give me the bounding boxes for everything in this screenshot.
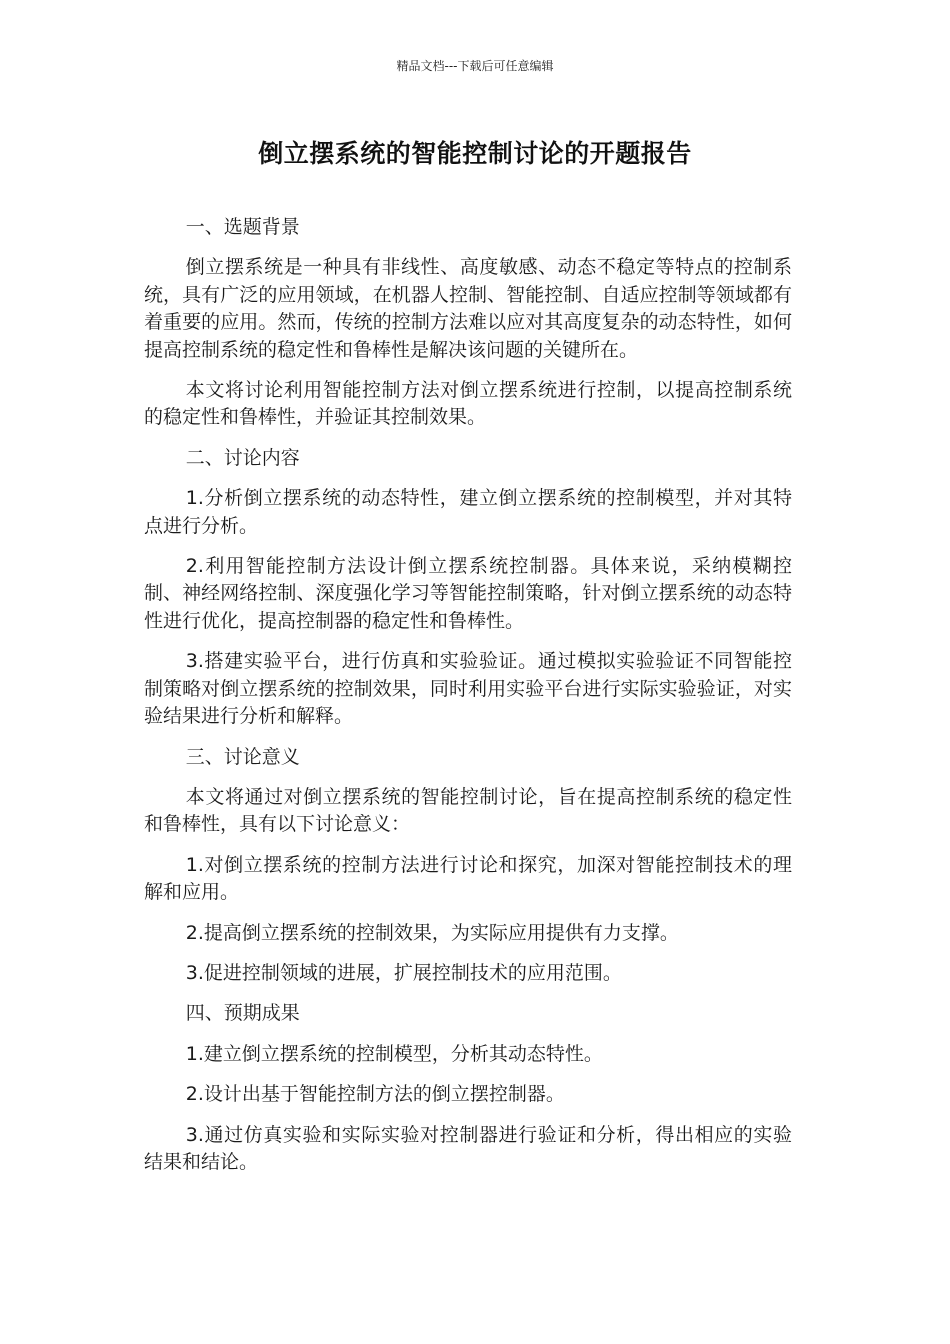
section-heading-outcomes: 四、预期成果 xyxy=(185,1002,300,1025)
content-item-2: 2.利用智能控制方法设计倒立摆系统控制器。具体来说，采纳模糊控制、神经网络控制、深度强化学习等智能控制策略，针对倒立摆系统的动态特性进行优化，提高控制器的稳定性和鲁棒性。 xyxy=(144,555,792,632)
paragraph-purpose: 本文将讨论利用智能控制方法对倒立摆系统进行控制，以提高控制系统的稳定性和鲁棒性，并验证其控制效果。 xyxy=(144,379,792,429)
section-heading-content: 二、讨论内容 xyxy=(185,446,300,469)
significance-item-1: 1.对倒立摆系统的控制方法进行讨论和探究，加深对智能控制技术的理解和应用。 xyxy=(144,853,792,904)
outcome-item-1: 1.建立倒立摆系统的控制模型，分析其动态特性。 xyxy=(185,1042,603,1065)
significance-item-3: 3.促进控制领域的进展，扩展控制技术的应用范围。 xyxy=(185,961,622,984)
section-heading-significance: 三、讨论意义 xyxy=(185,745,300,768)
content-item-1: 1.分析倒立摆系统的动态特性，建立倒立摆系统的控制模型，并对其特点进行分析。 xyxy=(144,487,792,537)
content-item-3: 3.搭建实验平台，进行仿真和实验验证。通过模拟实验验证不同智能控制策略对倒立摆系统的控制效果，同时利用实验平台进行实际实验验证，对实验结果进行分析和解释。 xyxy=(144,650,792,728)
paragraph-background: 倒立摆系统是一种具有非线性、高度敏感、动态不稳定等特点的控制系统，具有广泛的应用领域，在机器人控制、智能控制、自适应控制等领域都有着重要的应用。然而，传统的控制方法难以应对其高度复杂的动态特性，如何提高控制系统的稳定性和鲁棒性是解决该问题的关键所在。 xyxy=(144,256,792,361)
paragraph-significance: 本文将通过对倒立摆系统的智能控制讨论，旨在提高控制系统的稳定性和鲁棒性，具有以下讨论意义： xyxy=(144,785,792,836)
document-body xyxy=(144,214,792,1189)
document-title: 倒立摆系统的智能控制讨论的开题报告 xyxy=(258,139,692,168)
section-heading-background: 一、选题背景 xyxy=(185,216,300,238)
page-header: 精品文档---下载后可任意编辑 xyxy=(396,59,554,73)
significance-item-2: 2.提高倒立摆系统的控制效果，为实际应用提供有力支撑。 xyxy=(185,921,679,944)
outcome-item-3: 3.通过仿真实验和实际实验对控制器进行验证和分析，得出相应的实验结果和结论。 xyxy=(144,1123,792,1173)
outcome-item-2: 2.设计出基于智能控制方法的倒立摆控制器。 xyxy=(185,1083,565,1106)
